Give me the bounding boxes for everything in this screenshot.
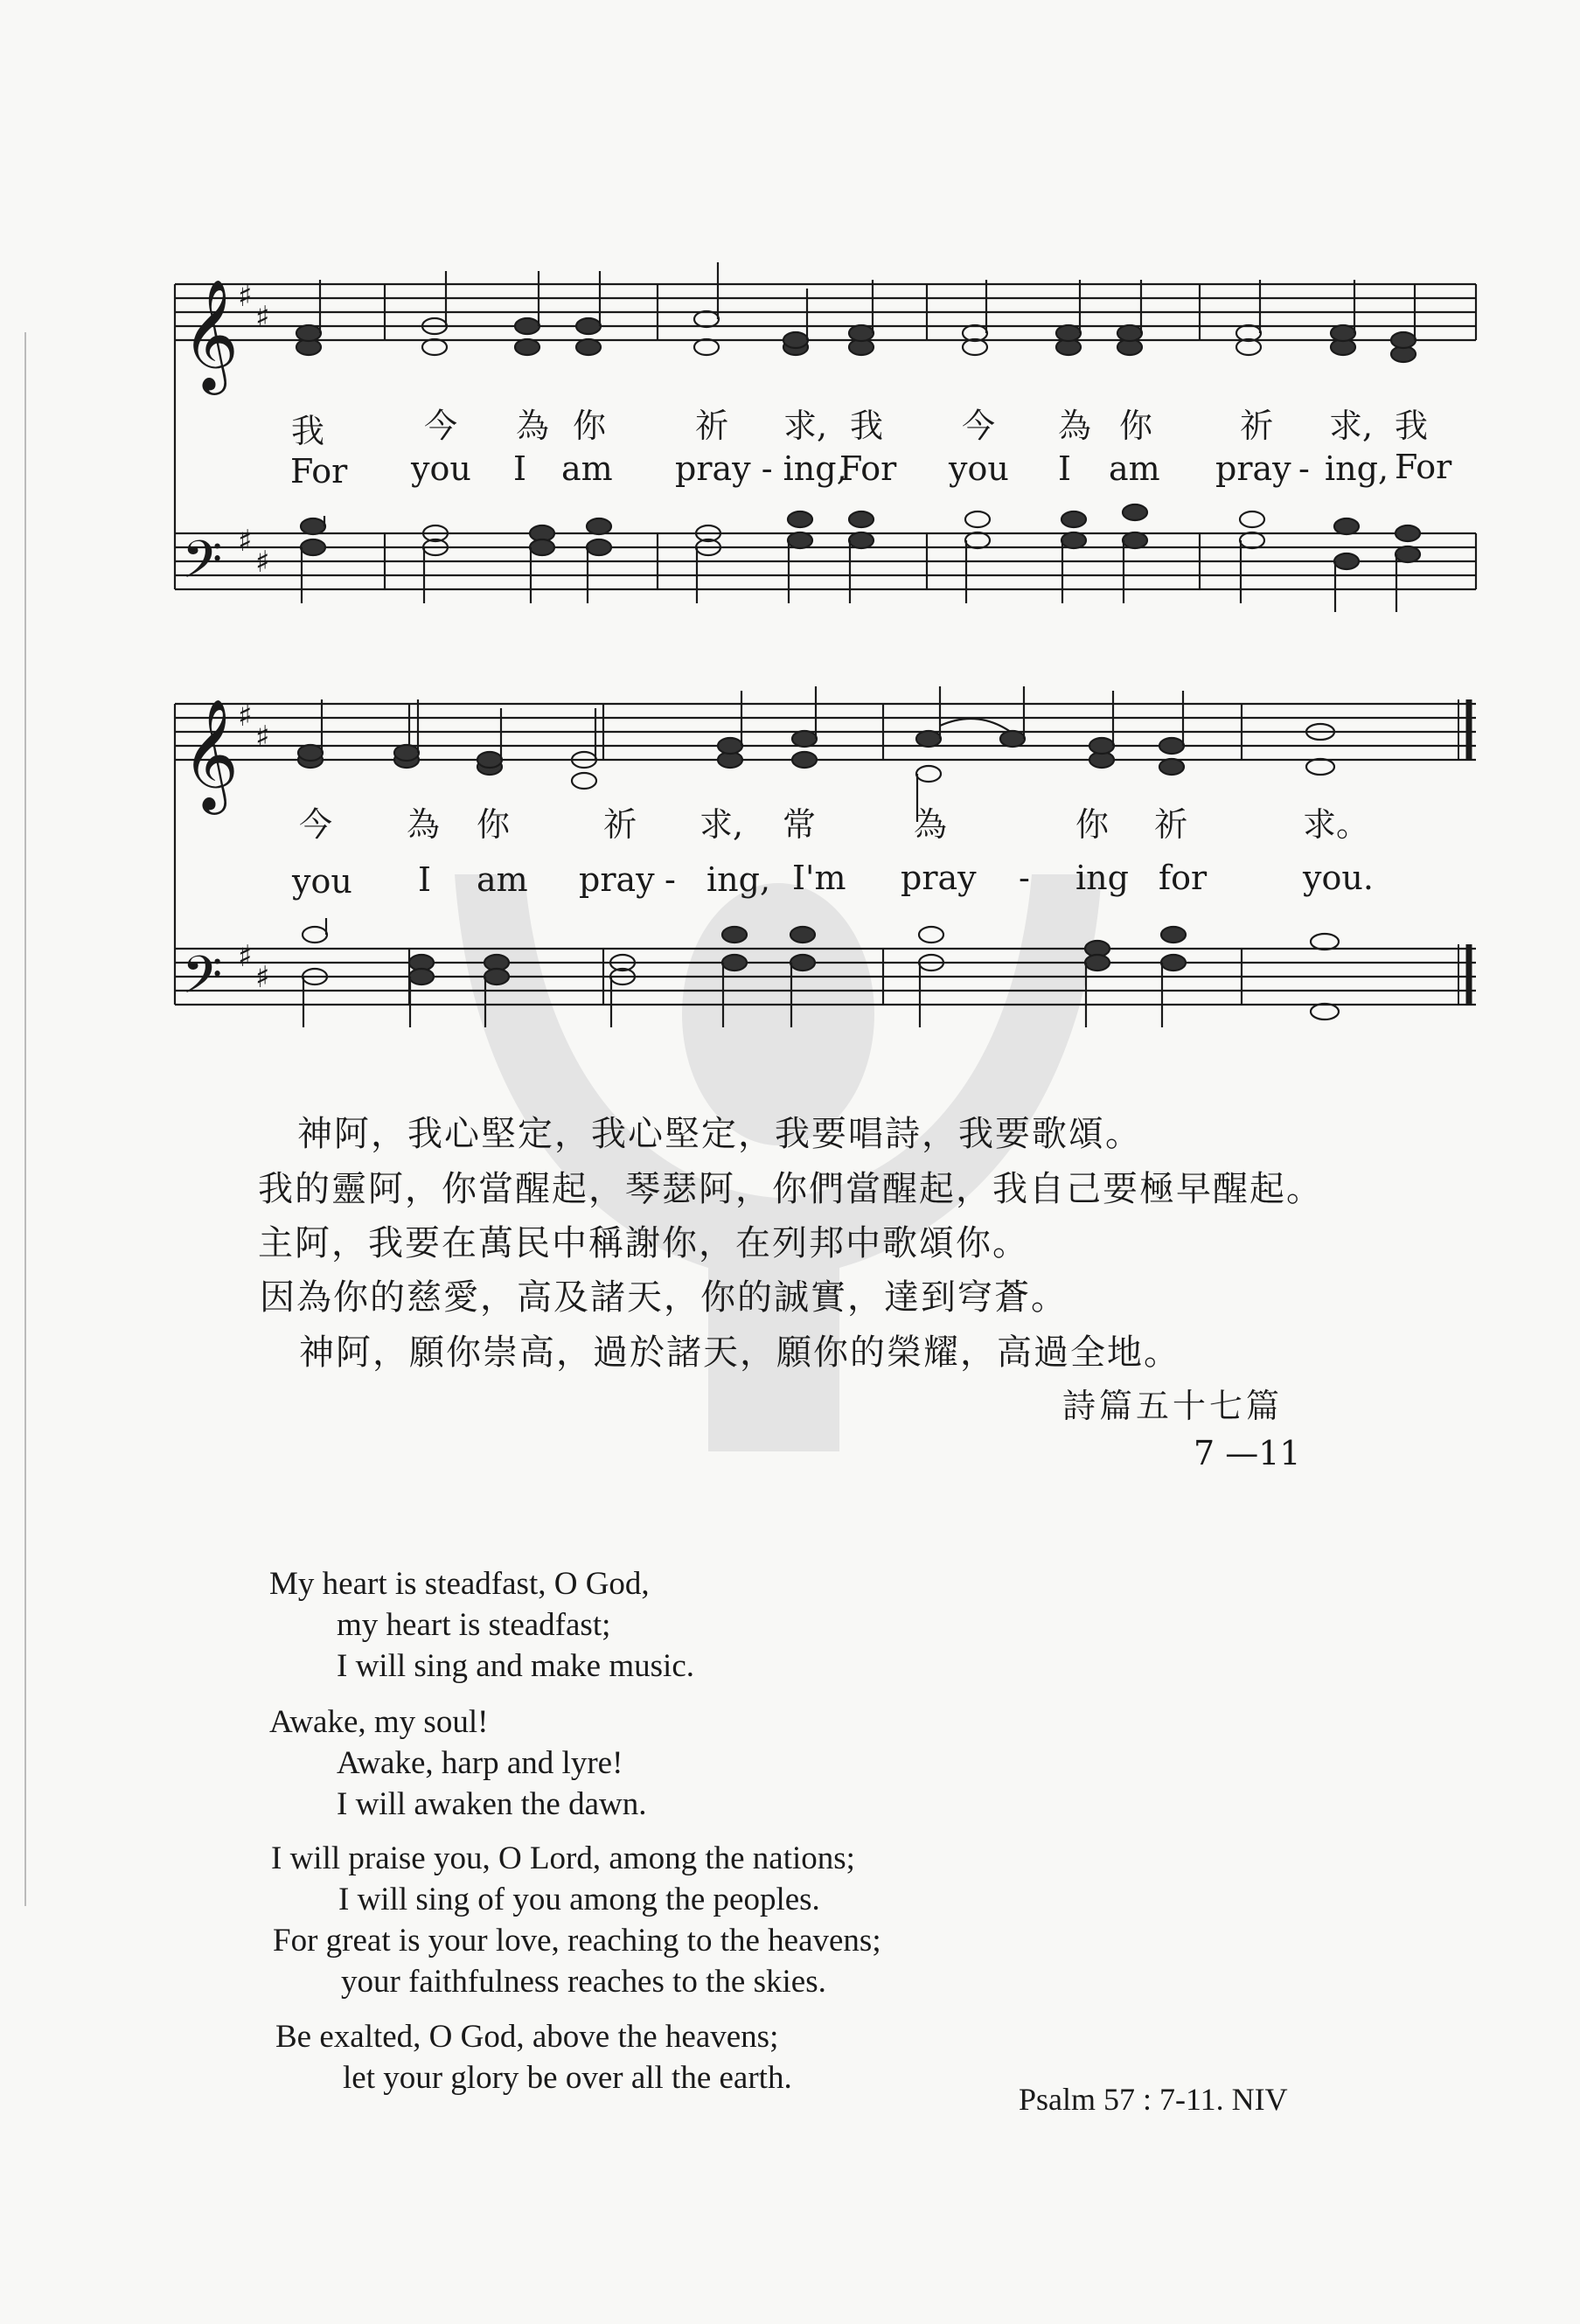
lyric: you xyxy=(292,862,352,901)
lyric: For xyxy=(1395,448,1452,486)
sharp-icon: ♯ xyxy=(238,524,253,559)
sharp-icon: ♯ xyxy=(238,939,253,974)
poem-line: I will sing and make music. xyxy=(337,1648,694,1684)
system-2-staves xyxy=(175,699,1476,1005)
lyric: you. xyxy=(1303,859,1374,897)
lyric: am xyxy=(477,860,528,899)
lyric: 求, xyxy=(1329,407,1374,445)
lyric: 求, xyxy=(700,805,744,844)
lyric: 你 xyxy=(1075,805,1110,844)
lyric: 你 xyxy=(573,407,607,445)
lyric: 祈 xyxy=(603,805,637,844)
sharp-icon: ♯ xyxy=(255,720,270,755)
psalm-reference: 詩篇五十七篇 xyxy=(1062,1387,1284,1425)
lyric: 祈 xyxy=(1154,805,1188,844)
poem-line: 因為你的慈愛，高及諸天，你的誠實，達到穹蒼。 xyxy=(260,1277,1068,1318)
lyric: 為 xyxy=(914,805,948,844)
lyric: pray - ing, xyxy=(675,449,847,488)
poem-line: 神阿，我心堅定，我心堅定，我要唱詩，我要歌頌。 xyxy=(297,1114,1142,1154)
lyric: pray xyxy=(901,859,977,897)
sharp-icon: ♯ xyxy=(255,300,270,335)
lyric: 為 xyxy=(516,407,550,445)
lyric: am xyxy=(1109,449,1160,488)
lyric: ing, xyxy=(1325,449,1389,488)
lyric: 你 xyxy=(1119,407,1153,445)
poem-line: 主阿，我要在萬民中稱謝你，在列邦中歌頌你。 xyxy=(258,1223,1029,1263)
lyric: for xyxy=(1159,859,1208,897)
lyric: I xyxy=(513,449,527,488)
lyric: ing, xyxy=(706,860,771,899)
notes-bass-1 xyxy=(301,504,1420,612)
psalm-verses: 7 —11 xyxy=(1194,1434,1301,1472)
lyric: I'm xyxy=(792,859,846,897)
psalm-reference-english: Psalm 57 : 7-11. NIV xyxy=(1019,2082,1288,2117)
bass-clef-icon: 𝄢 xyxy=(182,944,223,1018)
notes-bass-2 xyxy=(303,918,1339,1027)
lyric: 今 xyxy=(962,407,996,445)
lyric: 求。 xyxy=(1303,805,1370,844)
lyric: I xyxy=(1058,449,1072,488)
lyric: 我 xyxy=(850,407,884,445)
lyric: - xyxy=(665,860,676,899)
lyric: 今 xyxy=(424,407,458,445)
treble-clef-icon: 𝄞 xyxy=(182,278,240,390)
lyric: For xyxy=(290,452,348,491)
lyric: 你 xyxy=(477,805,511,844)
lyric: 我 xyxy=(291,412,325,450)
lyric: pray xyxy=(1215,449,1291,488)
lyric: am xyxy=(561,449,613,488)
lyric: you xyxy=(949,449,1009,488)
poem-line: I will praise you, O Lord, among the nations; xyxy=(271,1840,855,1876)
lyric: 為 xyxy=(1058,407,1092,445)
poem-line: Awake, my soul! xyxy=(269,1704,489,1740)
poem-line: Be exalted, O God, above the heavens; xyxy=(275,2019,779,2055)
poem-line: your faithfulness reaches to the skies. xyxy=(341,1964,826,2000)
lyric: For xyxy=(839,449,897,488)
lyric: - xyxy=(1019,859,1030,897)
poem-line: For great is your love, reaching to the heavens; xyxy=(273,1923,881,1959)
sharp-icon: ♯ xyxy=(238,699,253,734)
lyric: 為 xyxy=(407,805,441,844)
poem-line: let your glory be over all the earth. xyxy=(343,2060,792,2096)
lyric: ing xyxy=(1075,859,1129,897)
lyric: 祈 xyxy=(695,407,729,445)
poem-line: My heart is steadfast, O God, xyxy=(269,1566,650,1602)
sharp-icon: ♯ xyxy=(255,960,270,995)
poem-line: 我的靈阿，你當醒起，琴瑟阿，你們當醒起，我自己要極早醒起。 xyxy=(258,1169,1323,1209)
lyric: you xyxy=(411,449,471,488)
lyric: 今 xyxy=(299,805,333,844)
lyric: 常 xyxy=(783,805,817,844)
poem-line: Awake, harp and lyre! xyxy=(337,1745,623,1781)
sharp-icon: ♯ xyxy=(238,279,253,314)
treble-clef-icon: 𝄞 xyxy=(182,698,240,810)
bass-clef-icon: 𝄢 xyxy=(182,529,223,602)
lyric: 我 xyxy=(1395,407,1429,445)
poem-line: I will sing of you among the peoples. xyxy=(338,1882,820,1917)
lyric: I xyxy=(418,860,432,899)
lyric: 求, xyxy=(783,407,828,445)
lyric: pray xyxy=(579,860,655,899)
lyric: 祈 xyxy=(1240,407,1274,445)
poem-line: my heart is steadfast; xyxy=(337,1607,611,1643)
lyric: - xyxy=(1298,449,1310,488)
poem-line: 神阿，願你崇高，過於諸天，願你的榮耀，高過全地。 xyxy=(299,1332,1180,1373)
sharp-icon: ♯ xyxy=(255,545,270,580)
poem-line: I will awaken the dawn. xyxy=(337,1786,647,1822)
